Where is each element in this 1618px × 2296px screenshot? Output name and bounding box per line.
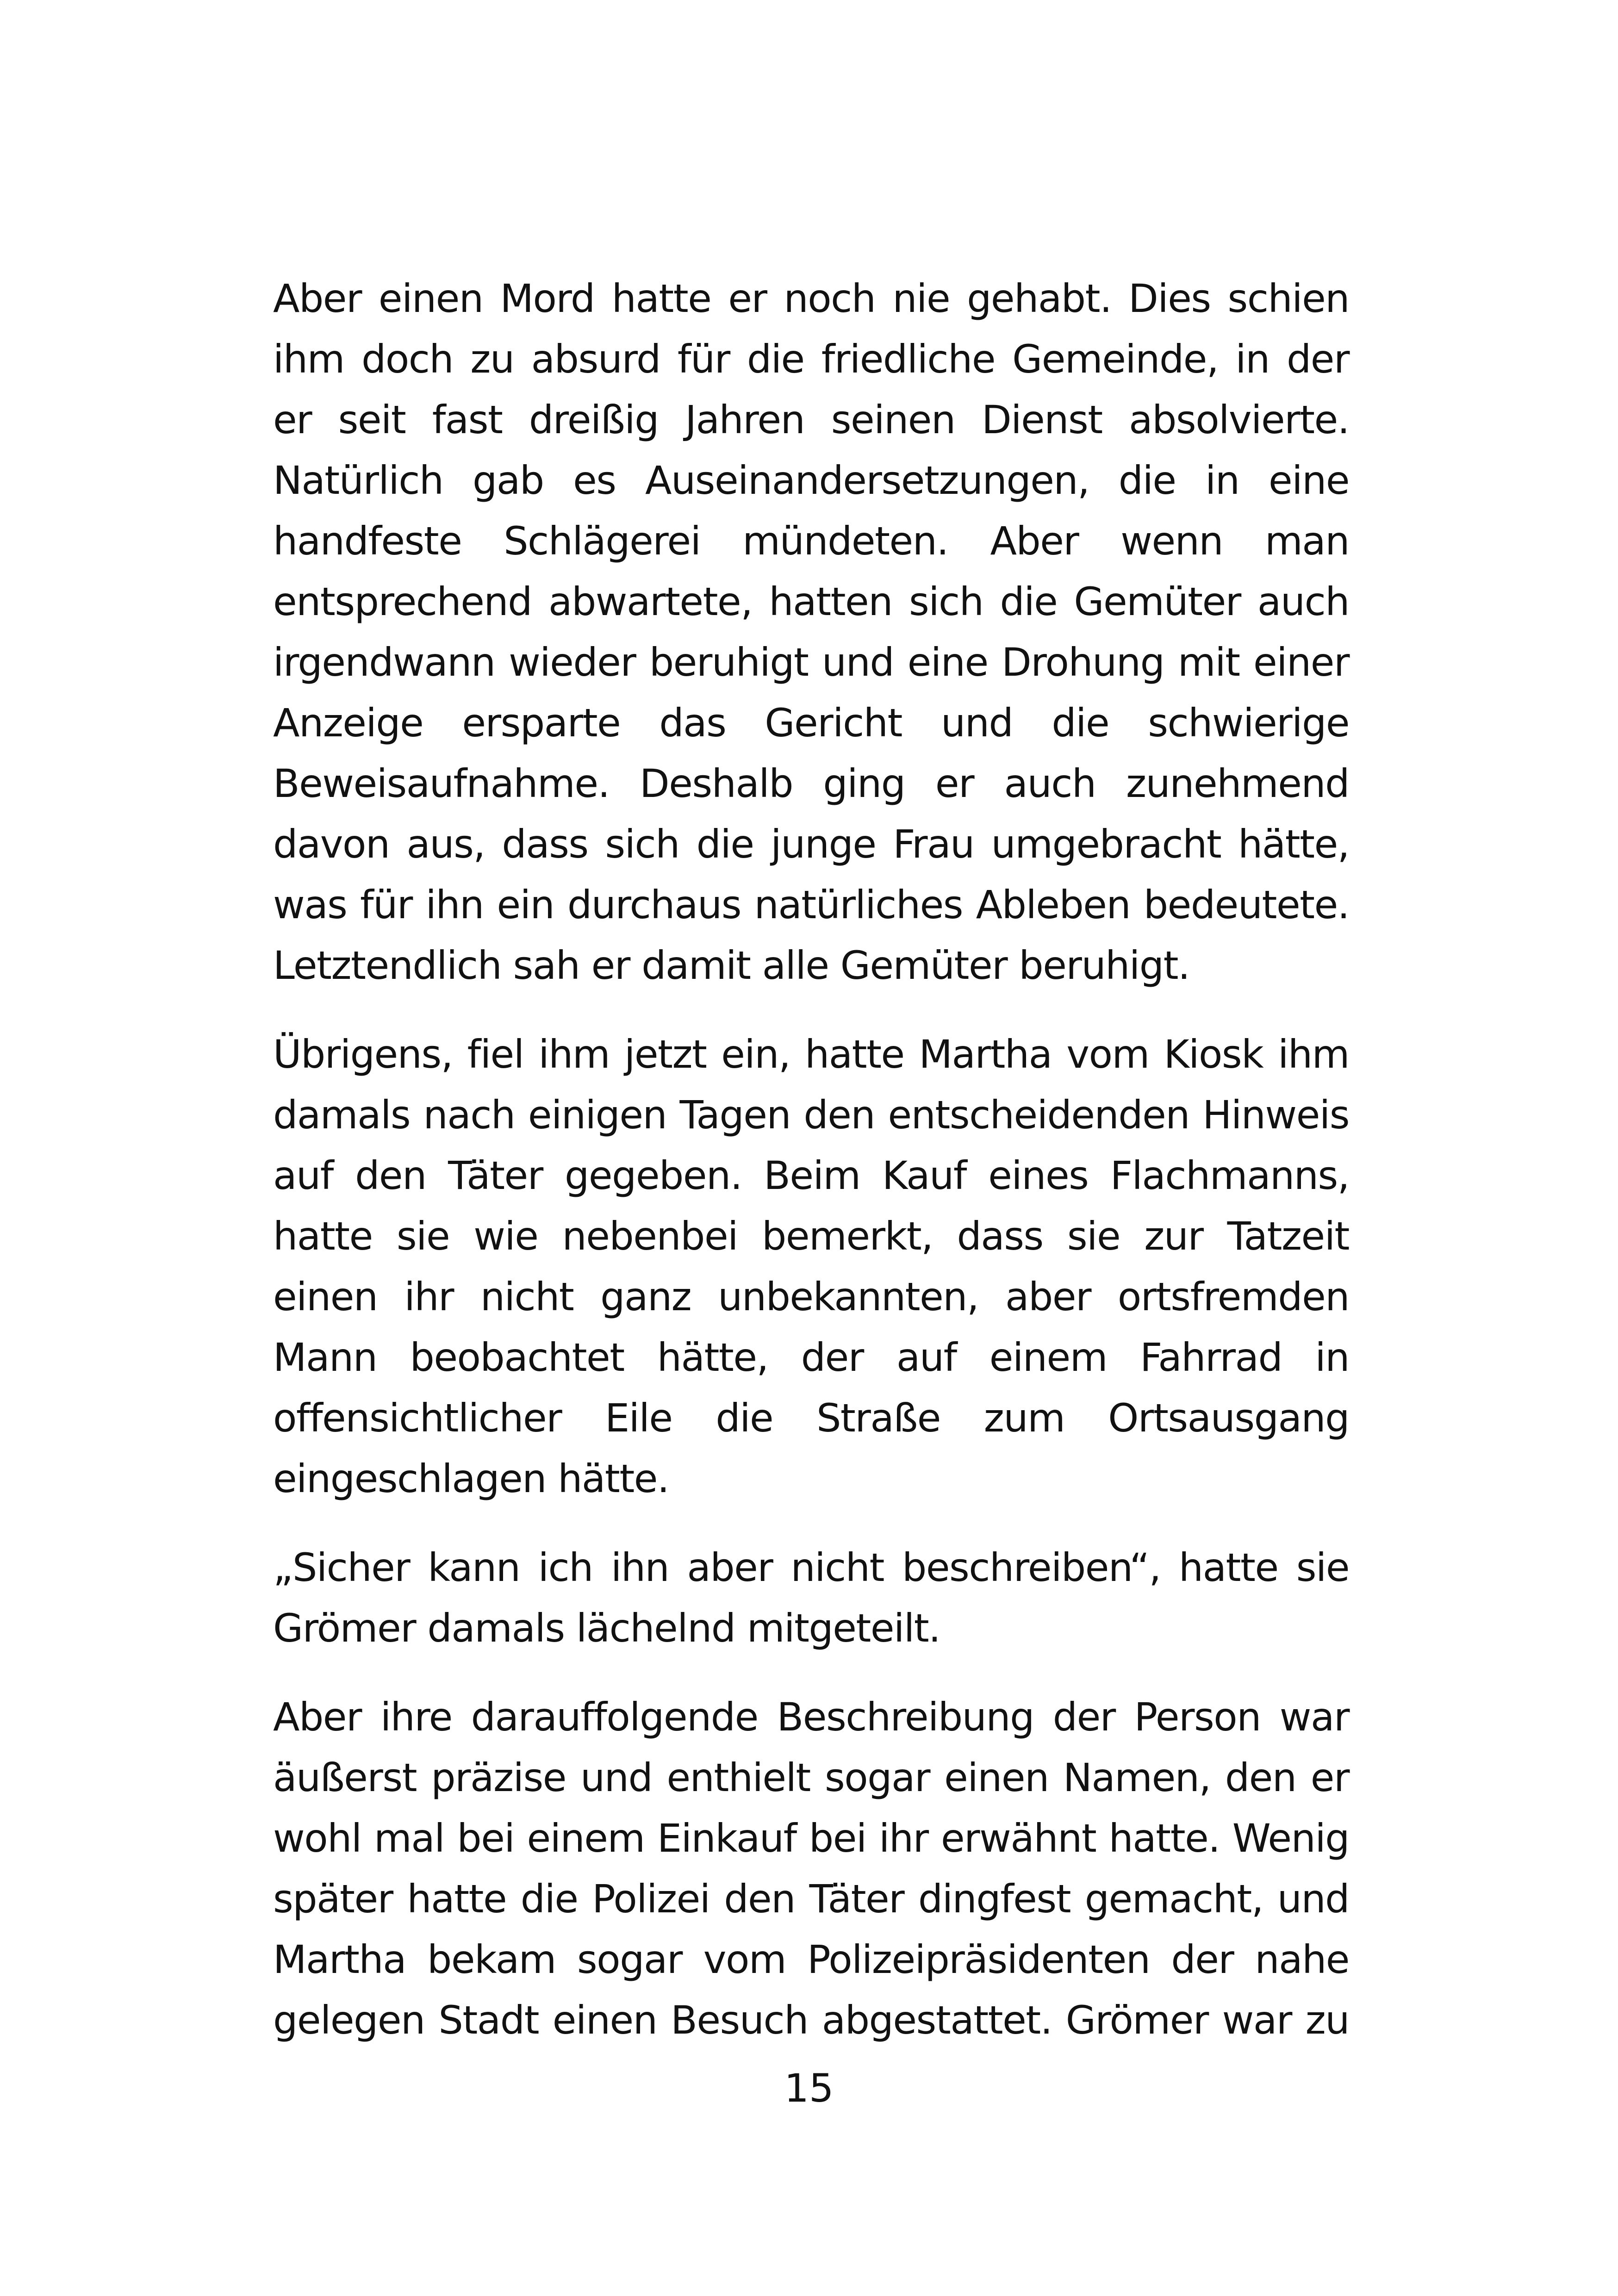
paragraph-2: Übrigens, fiel ihm jetzt ein, hatte Martha vom Kiosk ihm damals nach einigen Tagen den entscheidenden Hinweis auf den Täter gegeben. Beim Kauf eines Flachmanns, hatte sie wie nebenbei bemerkt, dass sie zur Tatzeit einen ihr nicht ganz unbekannten, aber ortsfremden Mann beobachtet hätte, der auf einem Fahrrad in offensichtlicher Eile die Straße zum Ortsausgang eingeschlagen hätte. xyxy=(273,1032,1349,1501)
body-text xyxy=(273,268,1349,2051)
page-number: 15 xyxy=(784,2066,834,2111)
paragraph-1: Aber einen Mord hatte er noch nie gehabt. Dies schien ihm doch zu absurd für die friedliche Gemeinde, in der er seit fast dreißig Jahren seinen Dienst absolvierte. Natürlich gab es Auseinandersetzungen, die in eine handfeste Schlägerei mündeten. Aber wenn man entsprechend abwartete, hatten sich die Gemüter auch irgendwann wieder beruhigt und eine Drohung mit einer Anzeige ersparte das Gericht und die schwierige Beweisaufnahme. Deshalb ging er auch zunehmend davon aus, dass sich die junge Frau umgebracht hätte, was für ihn ein durchaus natürliches Ableben bedeutete. Letztendlich sah er damit alle Gemüter beruhigt. xyxy=(273,276,1349,988)
paragraph-4: Aber ihre darauffolgende Beschreibung der Person war äußerst präzise und enthielt sogar einen Namen, den er wohl mal bei einem Einkauf bei ihr erwähnt hatte. Wenig später hatte die Polizei den Täter dingfest gemacht, und Martha bekam sogar vom Polizeipräsidenten der nahe gelegen Stadt einen Besuch abgestattet. Grömer war zu xyxy=(273,1694,1349,2043)
paragraph-3: „Sicher kann ich ihn aber nicht beschreiben“, hatte sie Grömer damals lächelnd mitgeteilt. xyxy=(273,1545,1349,1651)
